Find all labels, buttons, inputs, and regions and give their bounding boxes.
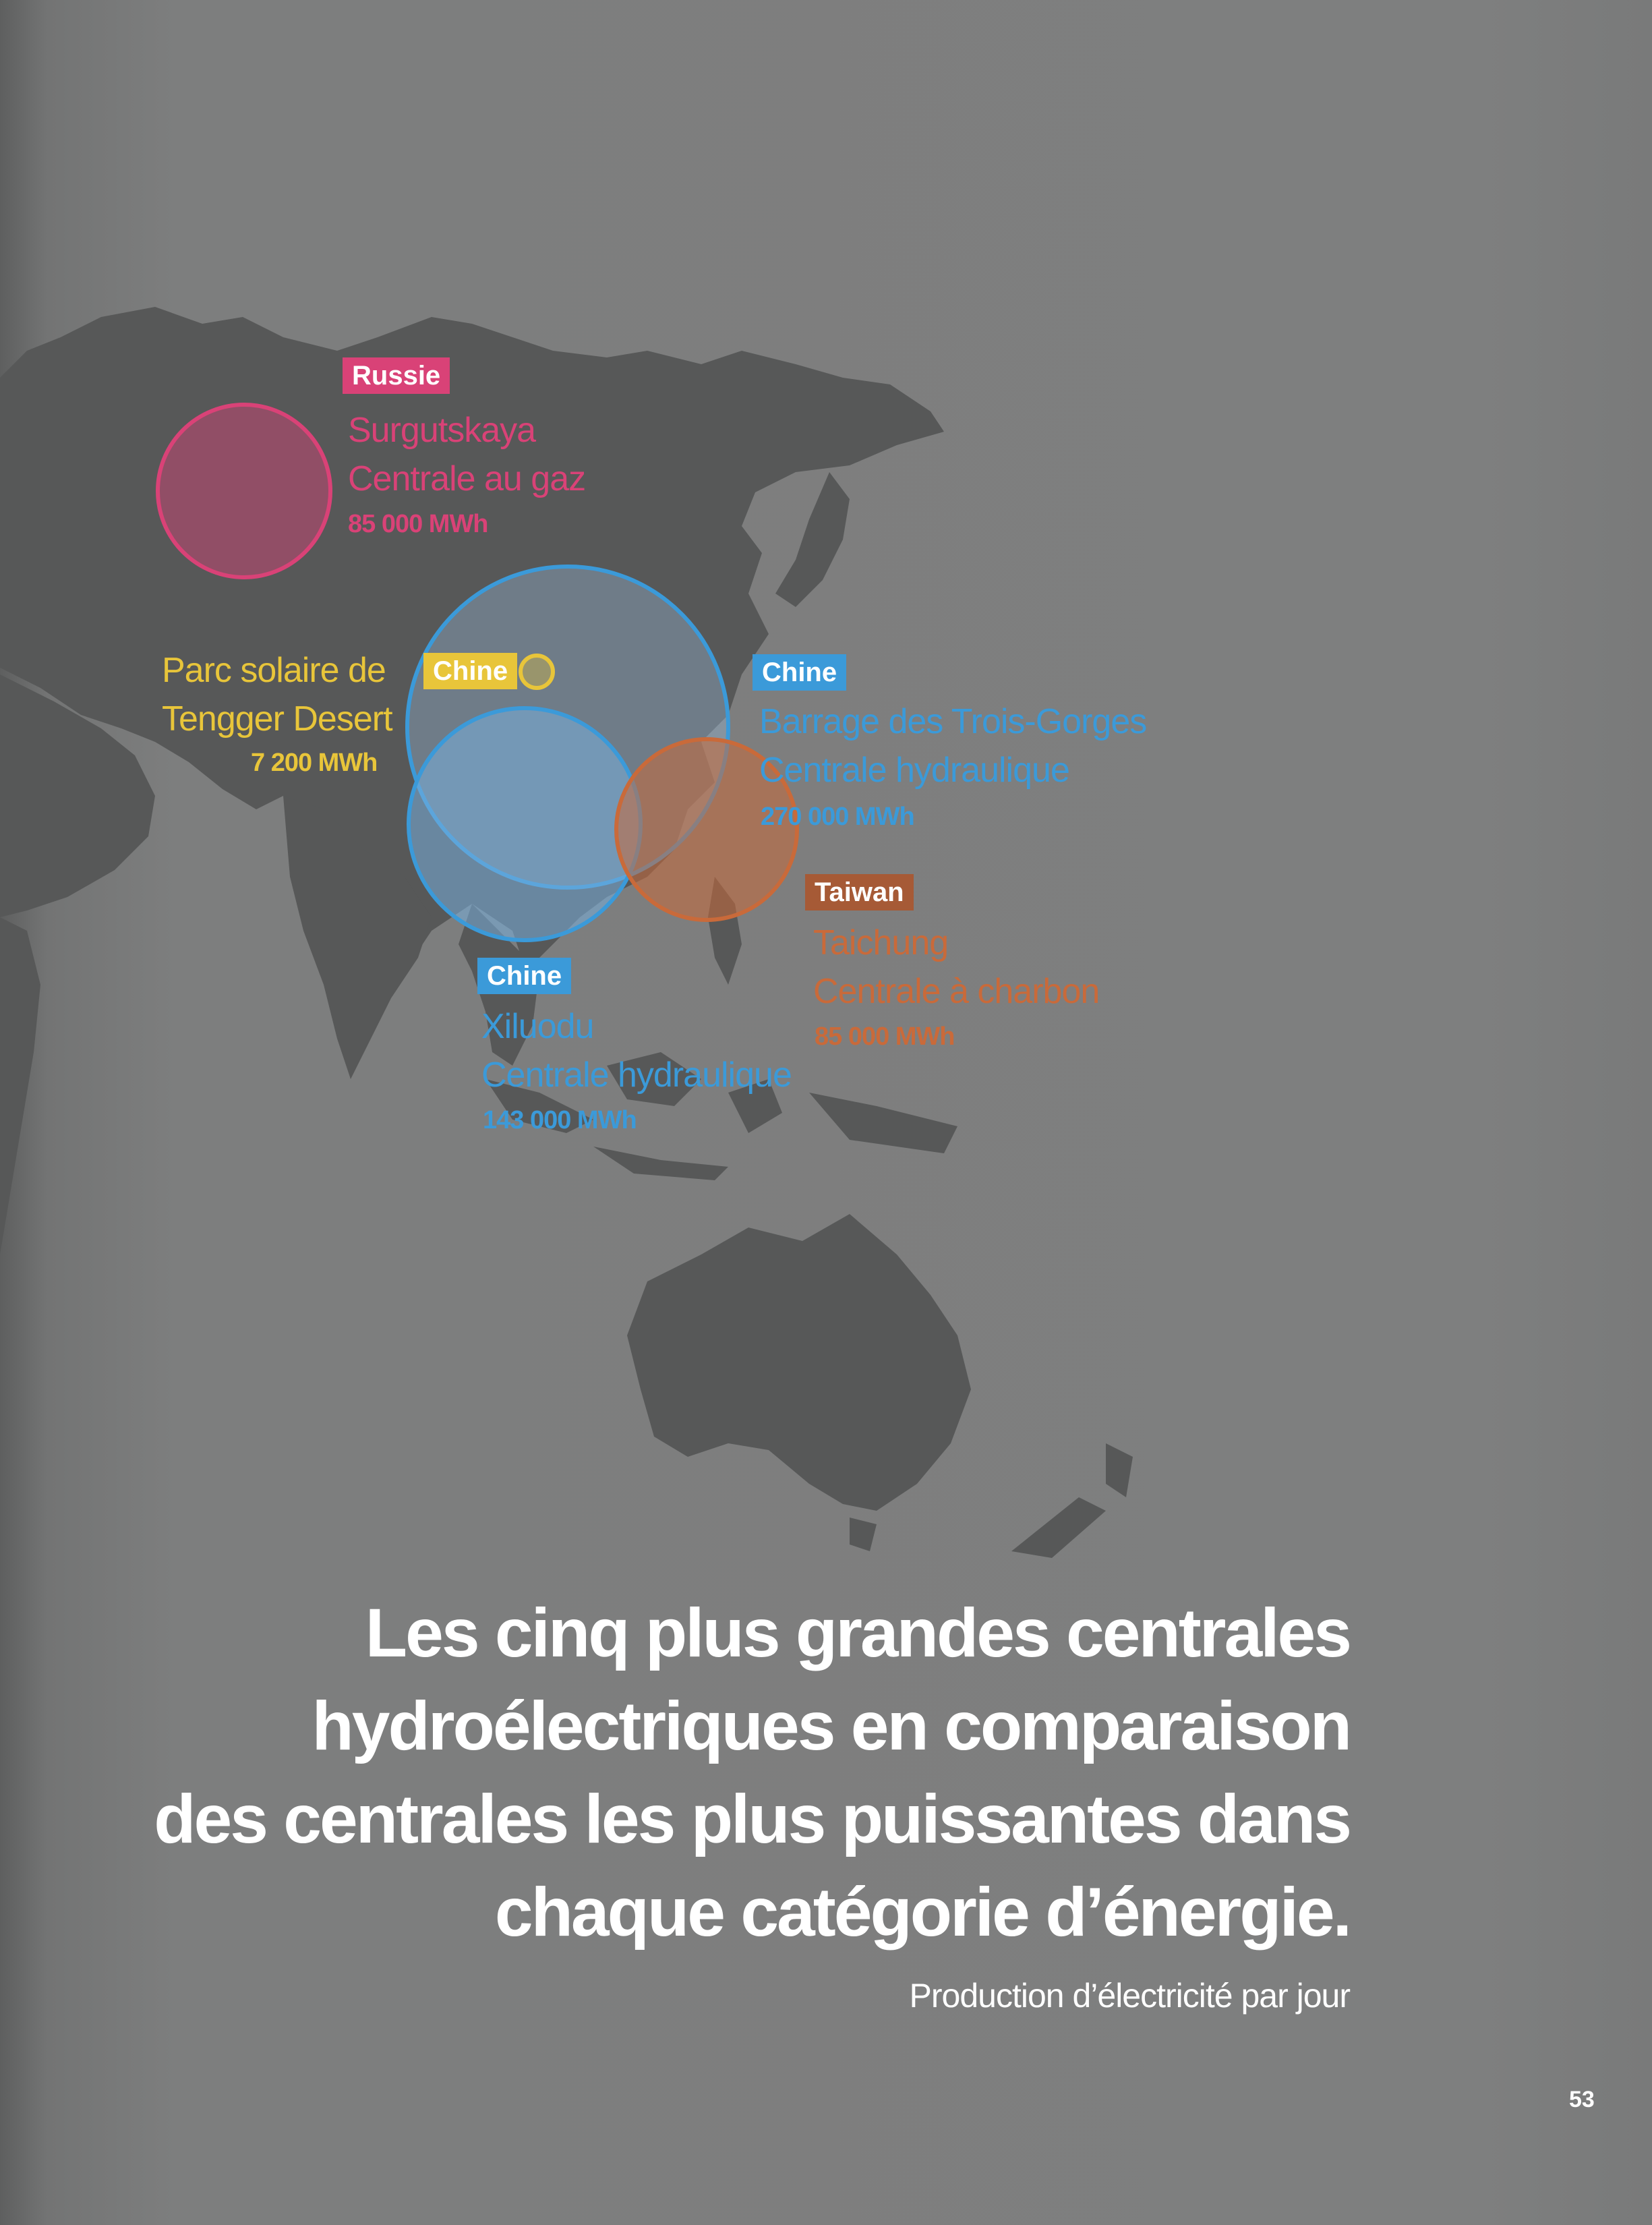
landmass-africa bbox=[0, 917, 40, 1254]
plant-name-taichung: Taichung bbox=[813, 923, 949, 962]
page-number: 53 bbox=[1569, 2087, 1595, 2112]
landmass-new-zealand bbox=[1011, 1443, 1133, 1558]
plant-name-tengger-line1: Parc solaire de bbox=[162, 651, 386, 690]
page-title bbox=[69, 1586, 1350, 1959]
plant-name-tengger-line2: Tengger Desert bbox=[162, 699, 392, 739]
plant-value-xiluodu: 143 000 MWh bbox=[483, 1106, 637, 1134]
plant-type-trois-gorges: Centrale hydraulique bbox=[759, 751, 1069, 790]
plant-value-tengger: 7 200 MWh bbox=[251, 749, 378, 777]
title-line-3: des centrales les plus puissantes dans bbox=[154, 1781, 1350, 1857]
plant-type-xiluodu: Centrale hydraulique bbox=[481, 1056, 792, 1095]
plant-type-surgutskaya: Centrale au gaz bbox=[348, 459, 586, 498]
country-tag-chine-xiluodu: Chine bbox=[477, 958, 571, 994]
subtitle: Production d’électricité par jour bbox=[909, 1977, 1350, 2015]
country-tag-chine-trois-gorges: Chine bbox=[753, 654, 846, 691]
landmass-australia bbox=[627, 1214, 971, 1511]
plant-name-trois-gorges: Barrage des Trois-Gorges bbox=[759, 702, 1147, 741]
plant-value-taichung: 85 000 MWh bbox=[815, 1022, 955, 1051]
plant-value-surgutskaya: 85 000 MWh bbox=[348, 510, 488, 538]
landmass-japan bbox=[775, 472, 850, 607]
plant-type-taichung: Centrale à charbon bbox=[813, 972, 1100, 1011]
plant-name-xiluodu: Xiluodu bbox=[481, 1007, 594, 1046]
plant-name-surgutskaya: Surgutskaya bbox=[348, 411, 536, 450]
title-line-2: hydroélectriques en comparaison bbox=[312, 1687, 1350, 1764]
title-line-1: Les cinq plus grandes centrales bbox=[365, 1594, 1350, 1671]
country-tag-chine-solaire: Chine bbox=[423, 653, 517, 689]
country-tag-taiwan: Taiwan bbox=[805, 874, 914, 911]
bubble-tengger bbox=[521, 656, 553, 688]
bubble-surgutskaya bbox=[158, 405, 330, 577]
landmass-tasmania bbox=[850, 1518, 877, 1551]
bubble-xiluodu bbox=[409, 708, 641, 940]
country-tag-russie: Russie bbox=[343, 357, 450, 394]
plant-value-trois-gorges: 270 000 MWh bbox=[761, 803, 914, 831]
title-line-4: chaque catégorie d’énergie. bbox=[494, 1874, 1350, 1951]
